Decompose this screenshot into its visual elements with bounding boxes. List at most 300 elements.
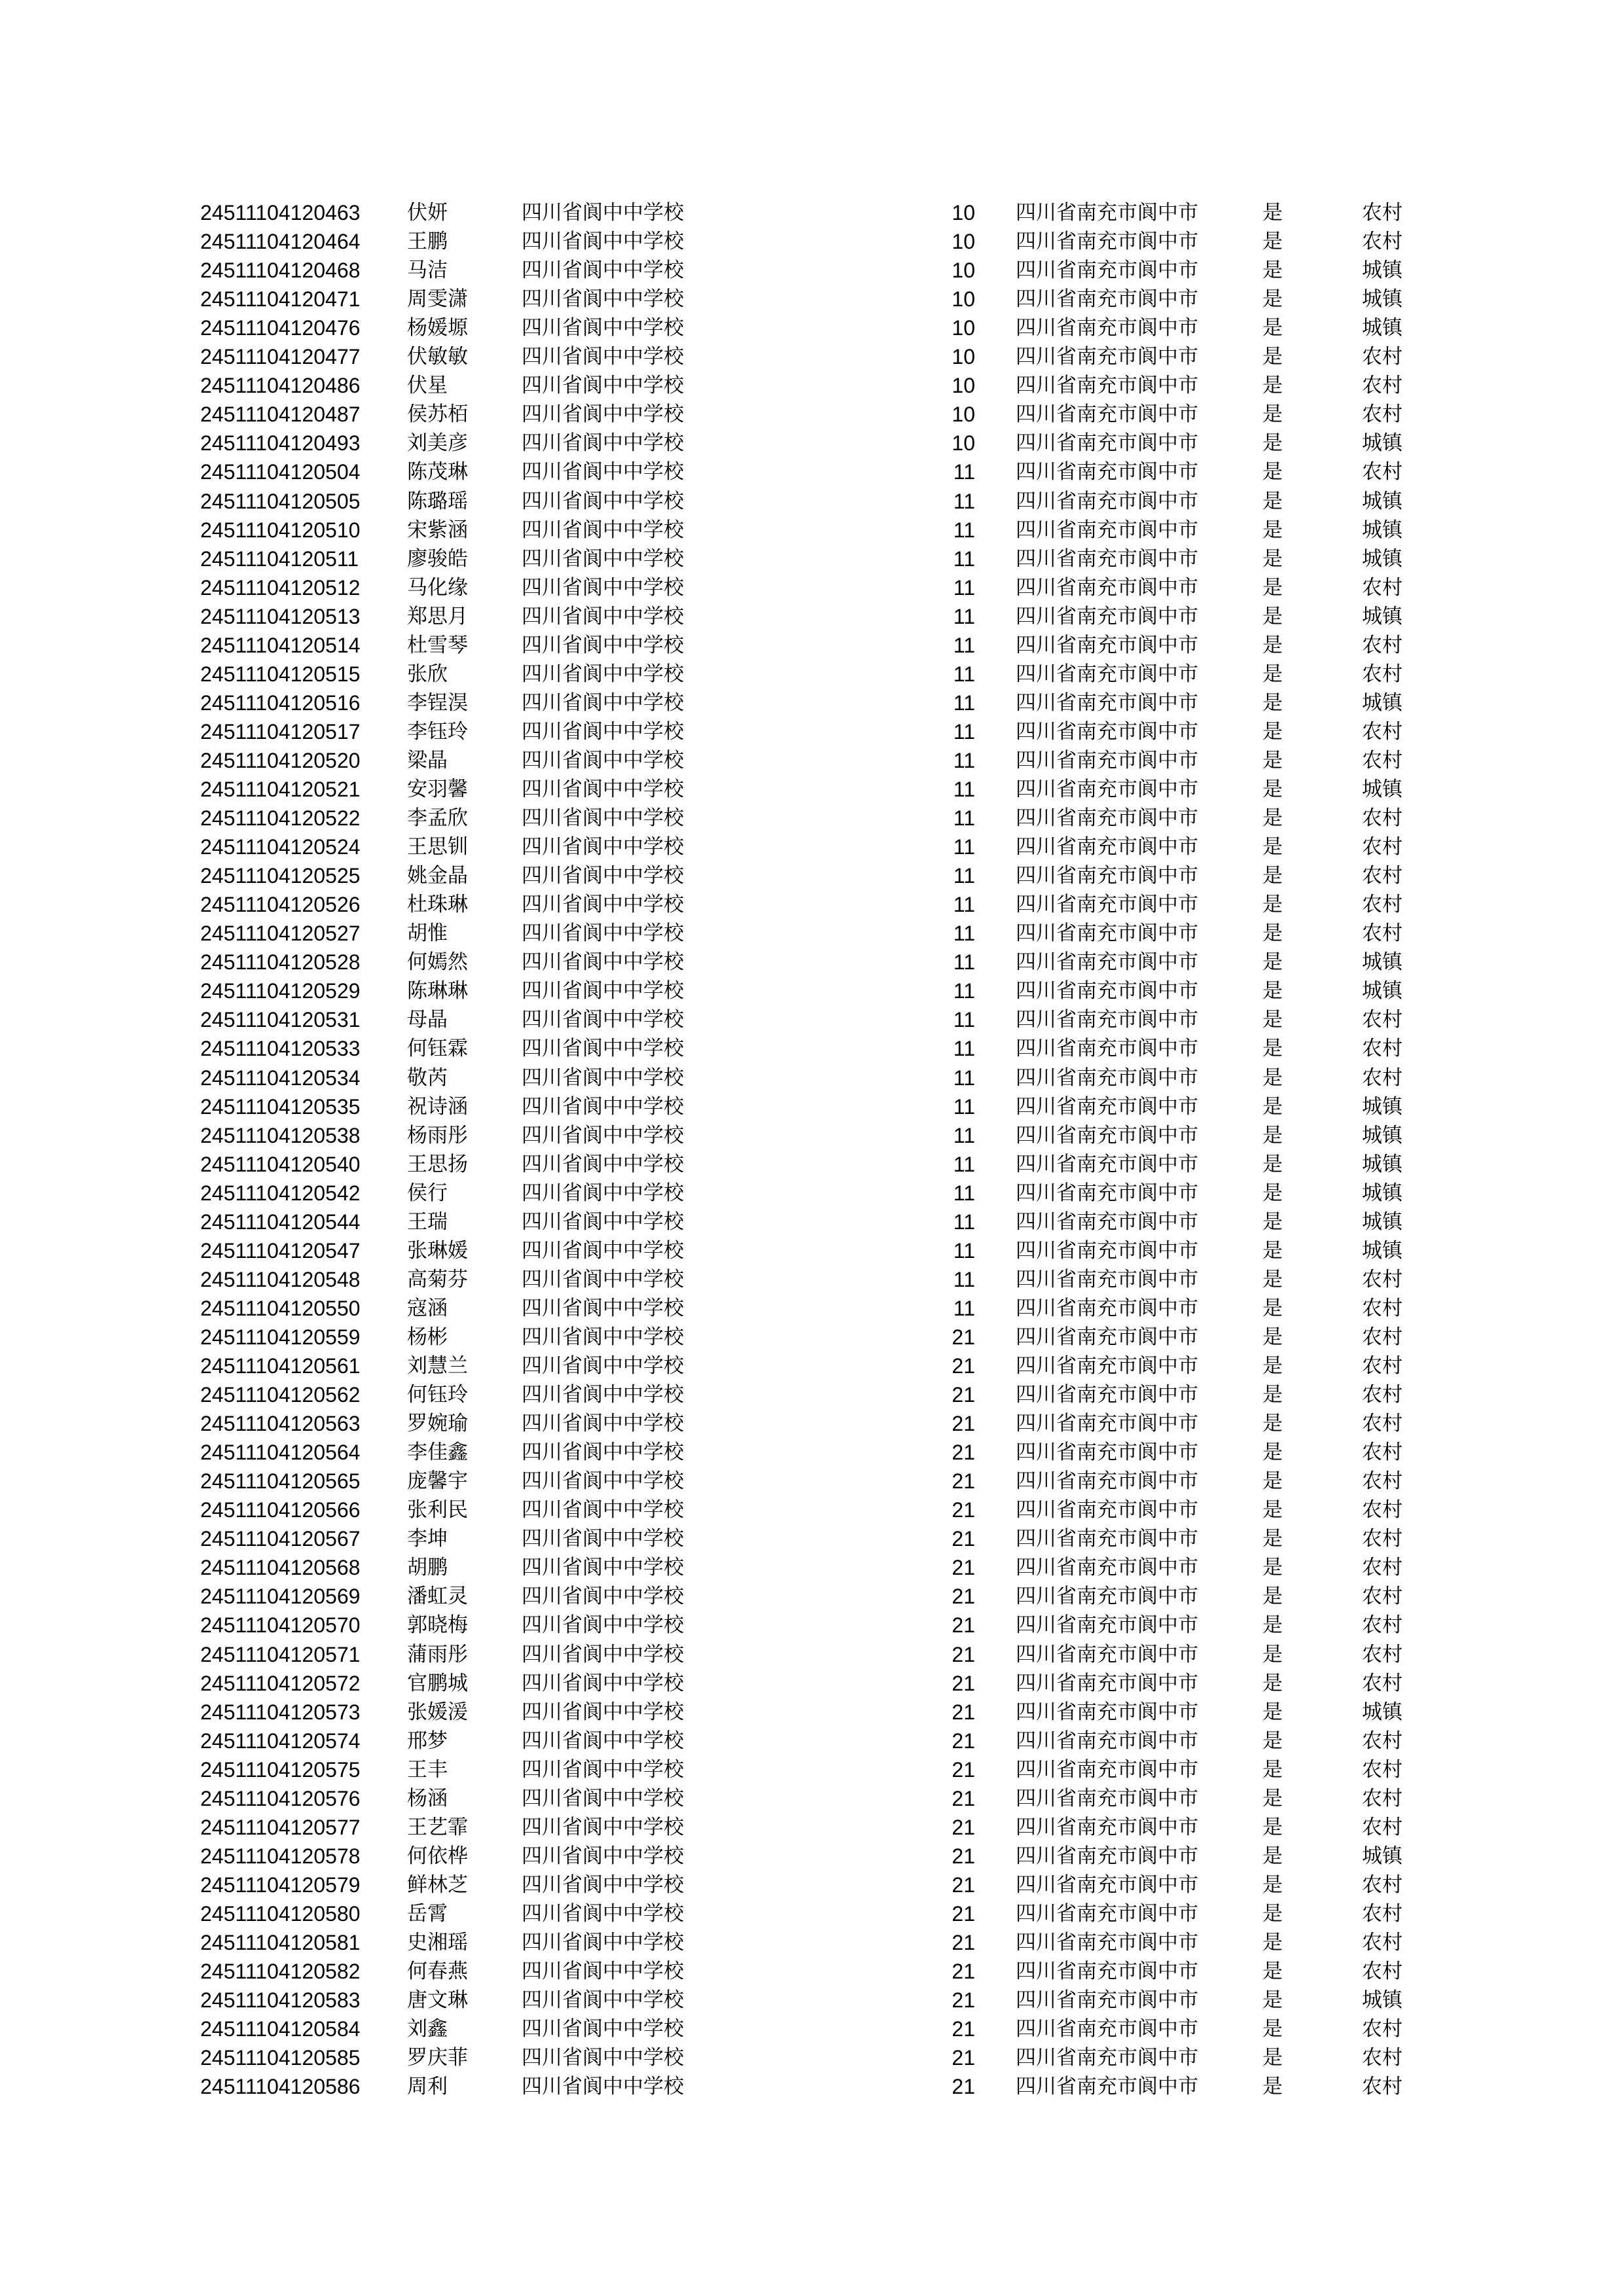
table-row bbox=[0, 429, 1623, 457]
region-cell: 四川省南充市阆中市 bbox=[1016, 1988, 1198, 2012]
flag-cell: 是 bbox=[1262, 518, 1283, 542]
school-cell: 四川省阆中中学校 bbox=[522, 1124, 684, 1147]
table-row bbox=[0, 717, 1623, 746]
code-cell: 10 bbox=[952, 316, 975, 340]
region-cell: 四川省南充市阆中市 bbox=[1016, 1816, 1198, 1839]
student-id-cell: 24511104120584 bbox=[200, 2017, 361, 2041]
flag-cell: 是 bbox=[1262, 922, 1283, 945]
household-type-cell: 农村 bbox=[1362, 1412, 1402, 1435]
household-type-cell: 城镇 bbox=[1362, 1239, 1402, 1263]
name-cell: 李锃淏 bbox=[407, 691, 468, 715]
region-cell: 四川省南充市阆中市 bbox=[1016, 1585, 1198, 1608]
code-cell: 11 bbox=[953, 835, 975, 859]
household-type-cell: 农村 bbox=[1362, 1383, 1402, 1407]
household-type-cell: 城镇 bbox=[1362, 1124, 1402, 1147]
name-cell: 周利 bbox=[407, 2075, 448, 2098]
name-cell: 杨雨彤 bbox=[407, 1124, 468, 1147]
flag-cell: 是 bbox=[1262, 778, 1283, 801]
region-cell: 四川省南充市阆中市 bbox=[1016, 1239, 1198, 1263]
flag-cell: 是 bbox=[1262, 1844, 1283, 1868]
school-cell: 四川省阆中中学校 bbox=[522, 778, 684, 801]
student-id-cell: 24511104120534 bbox=[200, 1066, 361, 1090]
household-type-cell: 城镇 bbox=[1362, 1844, 1402, 1868]
household-type-cell: 农村 bbox=[1362, 720, 1402, 744]
name-cell: 高菊芬 bbox=[407, 1268, 468, 1291]
school-cell: 四川省阆中中学校 bbox=[522, 1643, 684, 1666]
flag-cell: 是 bbox=[1262, 1441, 1283, 1464]
table-row bbox=[0, 256, 1623, 285]
student-id-cell: 24511104120515 bbox=[200, 662, 361, 686]
flag-cell: 是 bbox=[1262, 201, 1283, 224]
table-row bbox=[0, 342, 1623, 371]
name-cell: 张欣 bbox=[407, 662, 448, 686]
code-cell: 21 bbox=[952, 1643, 975, 1666]
flag-cell: 是 bbox=[1262, 1181, 1283, 1205]
code-cell: 11 bbox=[953, 662, 975, 686]
flag-cell: 是 bbox=[1262, 1931, 1283, 1954]
name-cell: 王鹏 bbox=[407, 230, 448, 253]
flag-cell: 是 bbox=[1262, 1902, 1283, 1926]
region-cell: 四川省南充市阆中市 bbox=[1016, 1297, 1198, 1320]
region-cell: 四川省南充市阆中市 bbox=[1016, 1354, 1198, 1378]
name-cell: 刘慧兰 bbox=[407, 1354, 468, 1378]
name-cell: 杜珠琳 bbox=[407, 893, 468, 916]
flag-cell: 是 bbox=[1262, 1643, 1283, 1666]
code-cell: 10 bbox=[952, 403, 975, 426]
region-cell: 四川省南充市阆中市 bbox=[1016, 835, 1198, 859]
household-type-cell: 农村 bbox=[1362, 1613, 1402, 1637]
name-cell: 伏星 bbox=[407, 374, 448, 397]
name-cell: 刘鑫 bbox=[407, 2017, 448, 2041]
code-cell: 11 bbox=[953, 1239, 975, 1263]
flag-cell: 是 bbox=[1262, 1585, 1283, 1608]
table-row bbox=[0, 602, 1623, 631]
student-id-cell: 24511104120521 bbox=[200, 778, 361, 801]
school-cell: 四川省阆中中学校 bbox=[522, 1412, 684, 1435]
school-cell: 四川省阆中中学校 bbox=[522, 2075, 684, 2098]
student-id-cell: 24511104120565 bbox=[200, 1469, 361, 1493]
region-cell: 四川省南充市阆中市 bbox=[1016, 2046, 1198, 2070]
table-row bbox=[0, 689, 1623, 717]
region-cell: 四川省南充市阆中市 bbox=[1016, 662, 1198, 686]
household-type-cell: 城镇 bbox=[1362, 431, 1402, 455]
code-cell: 11 bbox=[953, 490, 975, 513]
code-cell: 21 bbox=[952, 1412, 975, 1435]
name-cell: 寇涵 bbox=[407, 1297, 448, 1320]
region-cell: 四川省南充市阆中市 bbox=[1016, 316, 1198, 340]
code-cell: 21 bbox=[952, 1931, 975, 1954]
flag-cell: 是 bbox=[1262, 1556, 1283, 1579]
table-row bbox=[0, 1034, 1623, 1063]
region-cell: 四川省南充市阆中市 bbox=[1016, 806, 1198, 830]
student-id-cell: 24511104120514 bbox=[200, 634, 361, 657]
flag-cell: 是 bbox=[1262, 1412, 1283, 1435]
name-cell: 杜雪琴 bbox=[407, 634, 468, 657]
flag-cell: 是 bbox=[1262, 287, 1283, 311]
school-cell: 四川省阆中中学校 bbox=[522, 1383, 684, 1407]
name-cell: 官鹏城 bbox=[407, 1672, 468, 1695]
student-id-cell: 24511104120510 bbox=[200, 518, 361, 542]
student-id-cell: 24511104120493 bbox=[200, 431, 361, 455]
region-cell: 四川省南充市阆中市 bbox=[1016, 778, 1198, 801]
name-cell: 张利民 bbox=[407, 1498, 468, 1522]
code-cell: 11 bbox=[953, 1181, 975, 1205]
region-cell: 四川省南充市阆中市 bbox=[1016, 1960, 1198, 1983]
household-type-cell: 农村 bbox=[1362, 1787, 1402, 1810]
flag-cell: 是 bbox=[1262, 1873, 1283, 1897]
region-cell: 四川省南充市阆中市 bbox=[1016, 547, 1198, 571]
name-cell: 王丰 bbox=[407, 1758, 448, 1782]
code-cell: 21 bbox=[952, 1873, 975, 1897]
code-cell: 21 bbox=[952, 1469, 975, 1493]
region-cell: 四川省南充市阆中市 bbox=[1016, 1902, 1198, 1926]
region-cell: 四川省南充市阆中市 bbox=[1016, 1066, 1198, 1090]
student-id-cell: 24511104120468 bbox=[200, 259, 361, 282]
student-id-cell: 24511104120579 bbox=[200, 1873, 361, 1897]
table-row bbox=[0, 660, 1623, 689]
student-id-cell: 24511104120527 bbox=[200, 922, 361, 945]
name-cell: 姚金晶 bbox=[407, 864, 468, 888]
household-type-cell: 城镇 bbox=[1362, 1210, 1402, 1234]
student-id-cell: 24511104120569 bbox=[200, 1585, 361, 1608]
code-cell: 21 bbox=[952, 2017, 975, 2041]
student-id-cell: 24511104120512 bbox=[200, 576, 361, 600]
table-row bbox=[0, 919, 1623, 948]
student-id-cell: 24511104120575 bbox=[200, 1758, 361, 1782]
student-id-cell: 24511104120540 bbox=[200, 1153, 361, 1176]
name-cell: 郑思月 bbox=[407, 605, 468, 628]
household-type-cell: 城镇 bbox=[1362, 287, 1402, 311]
region-cell: 四川省南充市阆中市 bbox=[1016, 1498, 1198, 1522]
region-cell: 四川省南充市阆中市 bbox=[1016, 345, 1198, 368]
name-cell: 何嫣然 bbox=[407, 950, 468, 974]
region-cell: 四川省南充市阆中市 bbox=[1016, 1729, 1198, 1753]
table-row bbox=[0, 833, 1623, 861]
student-id-cell: 24511104120583 bbox=[200, 1988, 361, 2012]
region-cell: 四川省南充市阆中市 bbox=[1016, 1095, 1198, 1119]
school-cell: 四川省阆中中学校 bbox=[522, 460, 684, 484]
student-id-cell: 24511104120513 bbox=[200, 605, 361, 628]
region-cell: 四川省南充市阆中市 bbox=[1016, 374, 1198, 397]
household-type-cell: 农村 bbox=[1362, 1643, 1402, 1666]
region-cell: 四川省南充市阆中市 bbox=[1016, 460, 1198, 484]
table-row bbox=[0, 1409, 1623, 1438]
code-cell: 21 bbox=[952, 1354, 975, 1378]
code-cell: 11 bbox=[953, 1268, 975, 1291]
table-row bbox=[0, 1524, 1623, 1553]
name-cell: 王艺霏 bbox=[407, 1816, 468, 1839]
flag-cell: 是 bbox=[1262, 316, 1283, 340]
region-cell: 四川省南充市阆中市 bbox=[1016, 201, 1198, 224]
code-cell: 11 bbox=[953, 720, 975, 744]
household-type-cell: 农村 bbox=[1362, 1585, 1402, 1608]
flag-cell: 是 bbox=[1262, 230, 1283, 253]
name-cell: 伏敏敏 bbox=[407, 345, 468, 368]
flag-cell: 是 bbox=[1262, 720, 1283, 744]
name-cell: 蒲雨彤 bbox=[407, 1643, 468, 1666]
table-row bbox=[0, 1871, 1623, 1899]
region-cell: 四川省南充市阆中市 bbox=[1016, 490, 1198, 513]
student-id-cell: 24511104120516 bbox=[200, 691, 361, 715]
student-id-cell: 24511104120573 bbox=[200, 1700, 361, 1724]
student-id-cell: 24511104120511 bbox=[200, 547, 359, 571]
region-cell: 四川省南充市阆中市 bbox=[1016, 1700, 1198, 1724]
household-type-cell: 城镇 bbox=[1362, 316, 1402, 340]
student-id-cell: 24511104120571 bbox=[200, 1643, 361, 1666]
name-cell: 李孟欣 bbox=[407, 806, 468, 830]
school-cell: 四川省阆中中学校 bbox=[522, 1585, 684, 1608]
table-row bbox=[0, 1380, 1623, 1409]
table-row bbox=[0, 227, 1623, 256]
table-row bbox=[0, 977, 1623, 1005]
school-cell: 四川省阆中中学校 bbox=[522, 287, 684, 311]
student-id-cell: 24511104120464 bbox=[200, 230, 361, 253]
code-cell: 21 bbox=[952, 1441, 975, 1464]
student-id-cell: 24511104120572 bbox=[200, 1672, 361, 1695]
flag-cell: 是 bbox=[1262, 634, 1283, 657]
code-cell: 21 bbox=[952, 1729, 975, 1753]
code-cell: 11 bbox=[953, 691, 975, 715]
region-cell: 四川省南充市阆中市 bbox=[1016, 1469, 1198, 1493]
table-row bbox=[0, 1236, 1623, 1265]
student-id-cell: 24511104120517 bbox=[200, 720, 361, 744]
household-type-cell: 城镇 bbox=[1362, 1095, 1402, 1119]
student-id-cell: 24511104120529 bbox=[200, 979, 361, 1003]
flag-cell: 是 bbox=[1262, 1729, 1283, 1753]
region-cell: 四川省南充市阆中市 bbox=[1016, 1787, 1198, 1810]
household-type-cell: 农村 bbox=[1362, 1008, 1402, 1031]
code-cell: 21 bbox=[952, 1498, 975, 1522]
code-cell: 21 bbox=[952, 1585, 975, 1608]
school-cell: 四川省阆中中学校 bbox=[522, 1008, 684, 1031]
table-row bbox=[0, 1265, 1623, 1294]
flag-cell: 是 bbox=[1262, 1354, 1283, 1378]
region-cell: 四川省南充市阆中市 bbox=[1016, 1441, 1198, 1464]
code-cell: 21 bbox=[952, 1700, 975, 1724]
student-id-cell: 24511104120580 bbox=[200, 1902, 361, 1926]
region-cell: 四川省南充市阆中市 bbox=[1016, 576, 1198, 600]
region-cell: 四川省南充市阆中市 bbox=[1016, 1613, 1198, 1637]
school-cell: 四川省阆中中学校 bbox=[522, 950, 684, 974]
school-cell: 四川省阆中中学校 bbox=[522, 1960, 684, 1983]
student-id-cell: 24511104120487 bbox=[200, 403, 361, 426]
table-row bbox=[0, 1438, 1623, 1467]
region-cell: 四川省南充市阆中市 bbox=[1016, 518, 1198, 542]
flag-cell: 是 bbox=[1262, 1037, 1283, 1060]
region-cell: 四川省南充市阆中市 bbox=[1016, 431, 1198, 455]
name-cell: 张琳媛 bbox=[407, 1239, 468, 1263]
region-cell: 四川省南充市阆中市 bbox=[1016, 1527, 1198, 1551]
table-row bbox=[0, 314, 1623, 342]
flag-cell: 是 bbox=[1262, 1210, 1283, 1234]
household-type-cell: 农村 bbox=[1362, 1960, 1402, 1983]
region-cell: 四川省南充市阆中市 bbox=[1016, 1412, 1198, 1435]
school-cell: 四川省阆中中学校 bbox=[522, 1902, 684, 1926]
table-row bbox=[0, 1208, 1623, 1236]
flag-cell: 是 bbox=[1262, 1297, 1283, 1320]
school-cell: 四川省阆中中学校 bbox=[522, 316, 684, 340]
region-cell: 四川省南充市阆中市 bbox=[1016, 1556, 1198, 1579]
student-id-cell: 24511104120463 bbox=[200, 201, 361, 224]
school-cell: 四川省阆中中学校 bbox=[522, 1239, 684, 1263]
school-cell: 四川省阆中中学校 bbox=[522, 201, 684, 224]
flag-cell: 是 bbox=[1262, 1469, 1283, 1493]
household-type-cell: 农村 bbox=[1362, 1297, 1402, 1320]
name-cell: 李佳鑫 bbox=[407, 1441, 468, 1464]
school-cell: 四川省阆中中学校 bbox=[522, 864, 684, 888]
student-id-cell: 24511104120471 bbox=[200, 287, 361, 311]
code-cell: 21 bbox=[952, 1527, 975, 1551]
flag-cell: 是 bbox=[1262, 1066, 1283, 1090]
household-type-cell: 农村 bbox=[1362, 1469, 1402, 1493]
school-cell: 四川省阆中中学校 bbox=[522, 806, 684, 830]
code-cell: 21 bbox=[952, 1787, 975, 1810]
name-cell: 罗庆菲 bbox=[407, 2046, 468, 2070]
flag-cell: 是 bbox=[1262, 345, 1283, 368]
household-type-cell: 农村 bbox=[1362, 1325, 1402, 1349]
code-cell: 21 bbox=[952, 1758, 975, 1782]
name-cell: 马洁 bbox=[407, 259, 448, 282]
household-type-cell: 农村 bbox=[1362, 1441, 1402, 1464]
region-cell: 四川省南充市阆中市 bbox=[1016, 749, 1198, 772]
student-id-cell: 24511104120504 bbox=[200, 460, 361, 484]
code-cell: 21 bbox=[952, 2046, 975, 2070]
table-row bbox=[0, 1323, 1623, 1352]
table-row bbox=[0, 2072, 1623, 2101]
code-cell: 11 bbox=[953, 1210, 975, 1234]
table-row bbox=[0, 775, 1623, 804]
household-type-cell: 农村 bbox=[1362, 1354, 1402, 1378]
code-cell: 10 bbox=[952, 374, 975, 397]
region-cell: 四川省南充市阆中市 bbox=[1016, 1931, 1198, 1954]
school-cell: 四川省阆中中学校 bbox=[522, 1700, 684, 1724]
code-cell: 11 bbox=[953, 1037, 975, 1060]
table-row bbox=[0, 1294, 1623, 1323]
region-cell: 四川省南充市阆中市 bbox=[1016, 1153, 1198, 1176]
flag-cell: 是 bbox=[1262, 864, 1283, 888]
table-row bbox=[0, 1698, 1623, 1727]
code-cell: 10 bbox=[952, 201, 975, 224]
student-id-cell: 24511104120578 bbox=[200, 1844, 361, 1868]
code-cell: 11 bbox=[953, 547, 975, 571]
name-cell: 刘美彦 bbox=[407, 431, 468, 455]
code-cell: 11 bbox=[953, 1153, 975, 1176]
flag-cell: 是 bbox=[1262, 490, 1283, 513]
flag-cell: 是 bbox=[1262, 460, 1283, 484]
code-cell: 21 bbox=[952, 2075, 975, 2098]
school-cell: 四川省阆中中学校 bbox=[522, 1729, 684, 1753]
region-cell: 四川省南充市阆中市 bbox=[1016, 1325, 1198, 1349]
name-cell: 鲜林芝 bbox=[407, 1873, 468, 1897]
household-type-cell: 农村 bbox=[1362, 634, 1402, 657]
table-row bbox=[0, 1784, 1623, 1813]
flag-cell: 是 bbox=[1262, 1153, 1283, 1176]
school-cell: 四川省阆中中学校 bbox=[522, 634, 684, 657]
student-id-cell: 24511104120476 bbox=[200, 316, 361, 340]
flag-cell: 是 bbox=[1262, 605, 1283, 628]
region-cell: 四川省南充市阆中市 bbox=[1016, 259, 1198, 282]
region-cell: 四川省南充市阆中市 bbox=[1016, 1643, 1198, 1666]
student-id-cell: 24511104120547 bbox=[200, 1239, 361, 1263]
flag-cell: 是 bbox=[1262, 835, 1283, 859]
flag-cell: 是 bbox=[1262, 1700, 1283, 1724]
household-type-cell: 农村 bbox=[1362, 460, 1402, 484]
name-cell: 何依桦 bbox=[407, 1844, 468, 1868]
school-cell: 四川省阆中中学校 bbox=[522, 431, 684, 455]
school-cell: 四川省阆中中学校 bbox=[522, 1613, 684, 1637]
household-type-cell: 农村 bbox=[1362, 230, 1402, 253]
household-type-cell: 城镇 bbox=[1362, 778, 1402, 801]
flag-cell: 是 bbox=[1262, 431, 1283, 455]
flag-cell: 是 bbox=[1262, 806, 1283, 830]
household-type-cell: 农村 bbox=[1362, 1066, 1402, 1090]
student-id-cell: 24511104120477 bbox=[200, 345, 361, 368]
flag-cell: 是 bbox=[1262, 979, 1283, 1003]
school-cell: 四川省阆中中学校 bbox=[522, 1988, 684, 2012]
flag-cell: 是 bbox=[1262, 259, 1283, 282]
region-cell: 四川省南充市阆中市 bbox=[1016, 979, 1198, 1003]
table-row bbox=[0, 1640, 1623, 1669]
household-type-cell: 农村 bbox=[1362, 864, 1402, 888]
household-type-cell: 农村 bbox=[1362, 806, 1402, 830]
table-row bbox=[0, 1611, 1623, 1640]
household-type-cell: 城镇 bbox=[1362, 547, 1402, 571]
school-cell: 四川省阆中中学校 bbox=[522, 1844, 684, 1868]
name-cell: 侯行 bbox=[407, 1181, 448, 1205]
household-type-cell: 农村 bbox=[1362, 576, 1402, 600]
region-cell: 四川省南充市阆中市 bbox=[1016, 1844, 1198, 1868]
name-cell: 陈茂琳 bbox=[407, 460, 468, 484]
code-cell: 11 bbox=[953, 893, 975, 916]
student-id-cell: 24511104120505 bbox=[200, 490, 361, 513]
student-id-cell: 24511104120582 bbox=[200, 1960, 361, 1983]
school-cell: 四川省阆中中学校 bbox=[522, 1787, 684, 1810]
name-cell: 敬芮 bbox=[407, 1066, 448, 1090]
table-row bbox=[0, 1986, 1623, 2015]
region-cell: 四川省南充市阆中市 bbox=[1016, 922, 1198, 945]
student-id-cell: 24511104120562 bbox=[200, 1383, 361, 1407]
region-cell: 四川省南充市阆中市 bbox=[1016, 864, 1198, 888]
code-cell: 21 bbox=[952, 1325, 975, 1349]
flag-cell: 是 bbox=[1262, 1325, 1283, 1349]
flag-cell: 是 bbox=[1262, 1268, 1283, 1291]
region-cell: 四川省南充市阆中市 bbox=[1016, 2017, 1198, 2041]
code-cell: 21 bbox=[952, 1672, 975, 1695]
household-type-cell: 城镇 bbox=[1362, 518, 1402, 542]
household-type-cell: 城镇 bbox=[1362, 1181, 1402, 1205]
name-cell: 伏妍 bbox=[407, 201, 448, 224]
flag-cell: 是 bbox=[1262, 403, 1283, 426]
code-cell: 21 bbox=[952, 1844, 975, 1868]
student-id-cell: 24511104120526 bbox=[200, 893, 361, 916]
student-id-cell: 24511104120561 bbox=[200, 1354, 361, 1378]
flag-cell: 是 bbox=[1262, 691, 1283, 715]
table-row bbox=[0, 1813, 1623, 1842]
school-cell: 四川省阆中中学校 bbox=[522, 518, 684, 542]
code-cell: 11 bbox=[953, 634, 975, 657]
school-cell: 四川省阆中中学校 bbox=[522, 1498, 684, 1522]
name-cell: 李钰玲 bbox=[407, 720, 468, 744]
student-id-cell: 24511104120574 bbox=[200, 1729, 361, 1753]
name-cell: 杨彬 bbox=[407, 1325, 448, 1349]
household-type-cell: 城镇 bbox=[1362, 259, 1402, 282]
flag-cell: 是 bbox=[1262, 1008, 1283, 1031]
name-cell: 胡鹏 bbox=[407, 1556, 448, 1579]
household-type-cell: 农村 bbox=[1362, 662, 1402, 686]
school-cell: 四川省阆中中学校 bbox=[522, 1873, 684, 1897]
table-row bbox=[0, 1496, 1623, 1524]
school-cell: 四川省阆中中学校 bbox=[522, 922, 684, 945]
